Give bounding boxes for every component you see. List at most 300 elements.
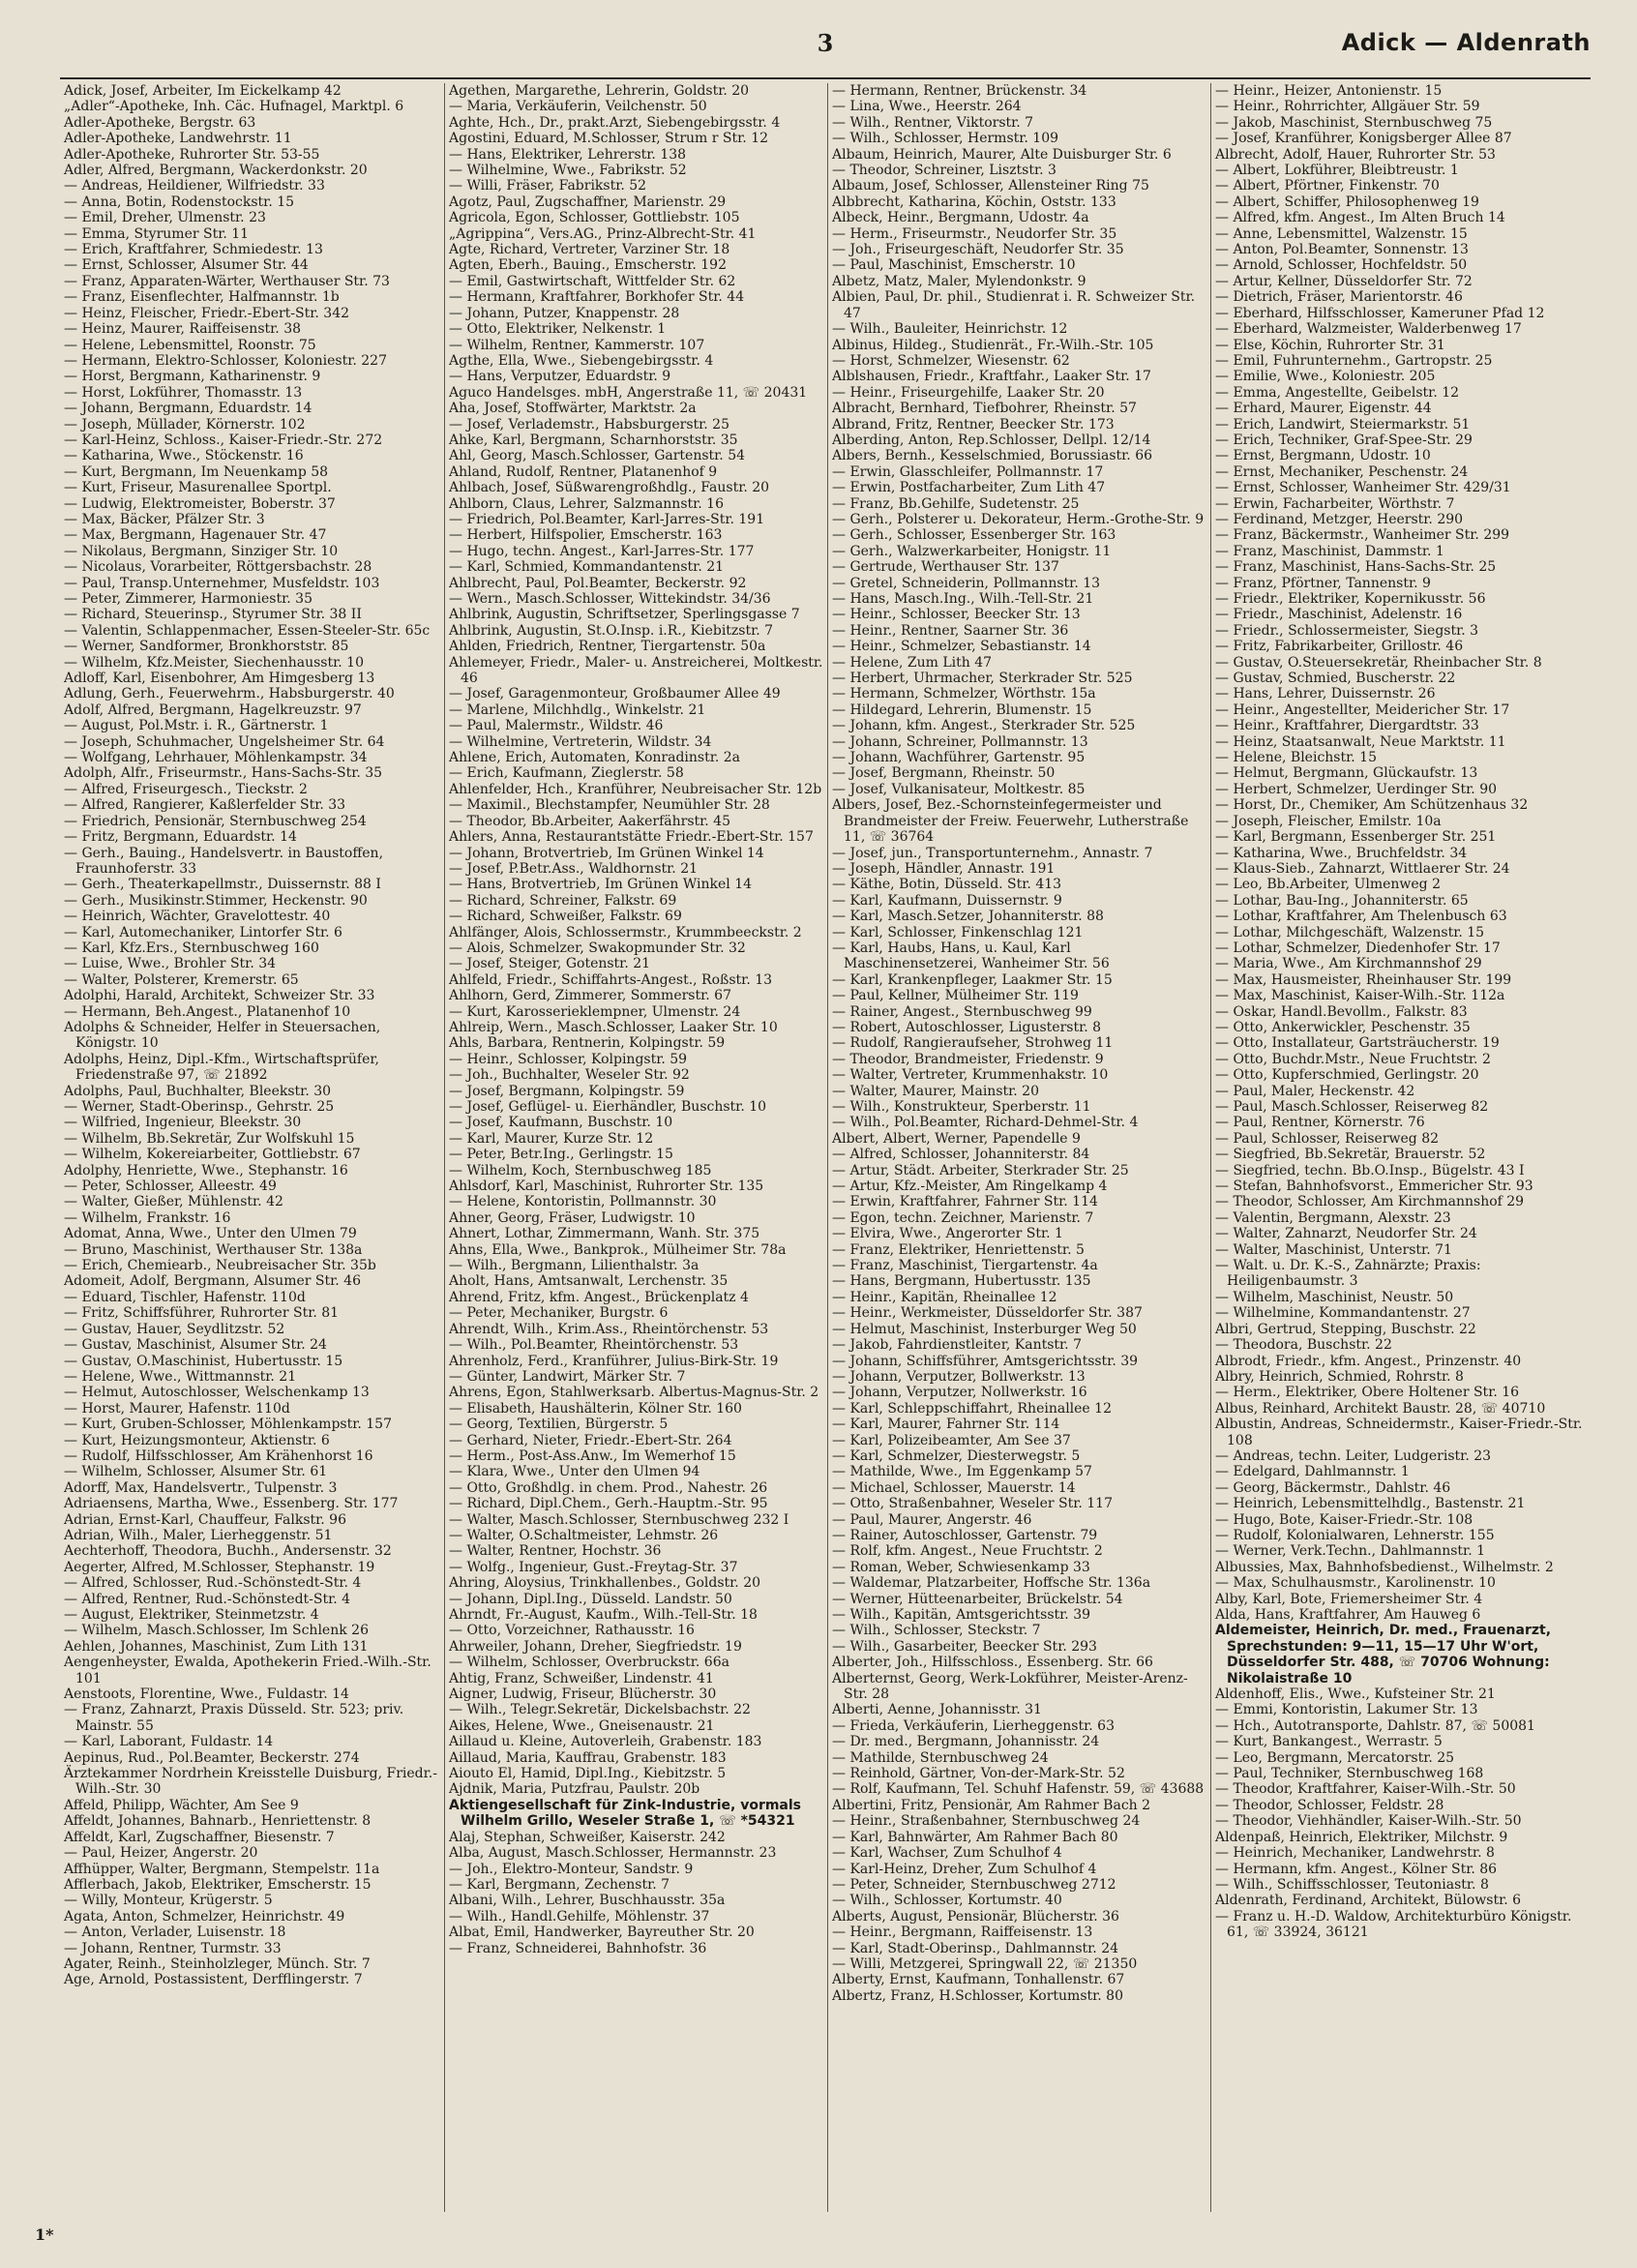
directory-entry: — Maria, Wwe., Am Kirchmannshof 29 (1215, 956, 1482, 972)
directory-entry: Agethen, Margarethe, Lehrerin, Goldstr. 20 (449, 83, 750, 99)
directory-entry: — Heinr., Friseurgehilfe, Laaker Str. 20 (832, 384, 1105, 401)
directory-entry: Ahnert, Lothar, Zimmermann, Wanh. Str. 375 (449, 1226, 760, 1242)
directory-entry: — Karl, Schmied, Kommandantenstr. 21 (449, 559, 725, 576)
directory-entry: — Willy, Monteur, Krügerstr. 5 (64, 1893, 273, 1909)
directory-entry: — Joseph, Händler, Annastr. 191 (832, 860, 1056, 877)
directory-entry: — Heinrich, Wächter, Gravelottestr. 40 (64, 909, 331, 925)
directory-entry: — August, Elektriker, Steinmetzstr. 4 (64, 1607, 319, 1623)
directory-entry: Albertini, Fritz, Pensionär, Am Rahmer Bach 2 (832, 1797, 1151, 1813)
directory-entry: — Theodor, Schlosser, Am Kirchmannshof 29 (1215, 1194, 1525, 1210)
directory-entry: — Johann, Brotvertrieb, Im Grünen Winkel 14 (449, 845, 764, 861)
directory-entry: — Wilh., Bauleiter, Heinrichstr. 12 (832, 321, 1068, 338)
directory-entry: — Katharina, Wwe., Stöckenstr. 16 (64, 448, 304, 464)
directory-entry: — Heinr., Kapitän, Rheinallee 12 (832, 1289, 1057, 1305)
directory-entry: — Friedrich, Pol.Beamter, Karl-Jarres-Str. 191 (449, 511, 765, 527)
directory-entry: — Emma, Styrumer Str. 11 (64, 225, 250, 242)
directory-entry: Ahland, Rudolf, Rentner, Platanenhof 9 (449, 463, 718, 480)
directory-entry: Alberti, Aenne, Johannisstr. 31 (832, 1702, 1042, 1718)
directory-entry: Albrand, Fritz, Rentner, Beecker Str. 173 (832, 416, 1115, 433)
directory-entry: — Johann, Schiffsführer, Amtsgerichtsstr. 39 (832, 1353, 1139, 1369)
directory-entry: — Karl, Bahnwärter, Am Rahmer Bach 80 (832, 1829, 1118, 1845)
directory-entry: — Otto, Großhdlg. in chem. Prod., Nahestr. 26 (449, 1479, 768, 1496)
directory-entry: — Fritz, Schiffsführer, Ruhrorter Str. 81 (64, 1305, 340, 1322)
column-4 (1211, 83, 1593, 2212)
directory-entry: Ahlemeyer, Friedr., Maler- u. Anstreicherei, Moltkestr. 46 (449, 654, 823, 687)
directory-entry: Adolphs & Schneider, Helfer in Steuersachen, Königstr. 10 (64, 1019, 381, 1052)
directory-entry: — Josef, Geflügel- u. Eierhändler, Buschstr. 10 (449, 1099, 767, 1115)
directory-entry: Alberty, Ernst, Kaufmann, Tonhallenstr. 67 (832, 1972, 1125, 1988)
directory-entry: — Heinr., Heizer, Antonienstr. 15 (1215, 83, 1443, 99)
directory-entry: — Walter, Polsterer, Kremerstr. 65 (64, 971, 299, 988)
directory-entry: — Georg, Bäckermstr., Dahlstr. 46 (1215, 1479, 1451, 1496)
header-rule (60, 77, 1591, 79)
directory-entry: — Theodor, Schreiner, Lisztstr. 3 (832, 163, 1057, 179)
directory-entry: — Wilhelm, Koch, Sternbuschweg 185 (449, 1162, 712, 1179)
directory-entry: — Karl, Automechaniker, Lintorfer Str. 6 (64, 924, 342, 940)
directory-entry: — Ludwig, Elektromeister, Boberstr. 37 (64, 495, 336, 512)
directory-entry: — Emmi, Kontoristin, Lakumer Str. 13 (1215, 1702, 1478, 1718)
directory-entry: — Max, Schulhausmstr., Karolinenstr. 10 (1215, 1575, 1496, 1592)
directory-entry: Aktiengesellschaft für Zink-Industrie, vormals Wilhelm Grillo, Weseler Straße 1, ☏ *54321 (449, 1797, 802, 1830)
directory-entry: — Johann, Putzer, Knappenstr. 28 (449, 305, 680, 321)
directory-entry: — Max, Maschinist, Kaiser-Wilh.-Str. 112a (1215, 988, 1505, 1004)
directory-entry: Adolph, Alfr., Friseurmstr., Hans-Sachs-Str. 35 (64, 765, 383, 782)
directory-entry: — Paul, Kellner, Mülheimer Str. 119 (832, 988, 1079, 1004)
directory-entry: — Hermann, Rentner, Brückenstr. 34 (832, 83, 1087, 99)
directory-entry: — Heinr., Kraftfahrer, Diergardtstr. 33 (1215, 718, 1479, 734)
directory-entry: — Franz, Bäckermstr., Wanheimer Str. 299 (1215, 527, 1510, 544)
directory-entry: — Leo, Bergmann, Mercatorstr. 25 (1215, 1749, 1455, 1766)
directory-entry: — Wolfg., Ingenieur, Gust.-Freytag-Str. 37 (449, 1559, 738, 1575)
directory-entry: Ahrend, Fritz, kfm. Angest., Brückenplatz 4 (449, 1289, 749, 1305)
directory-entry: Albrodt, Friedr., kfm. Angest., Prinzenstr. 40 (1215, 1353, 1522, 1369)
directory-entry: — Karl, Kaufmann, Duissernstr. 9 (832, 892, 1062, 909)
directory-entry: — Alois, Schmelzer, Swakopmunder Str. 32 (449, 940, 746, 956)
directory-entry: — Paul, Heizer, Angerstr. 20 (64, 1845, 258, 1862)
directory-entry: Agater, Reinh., Steinholzleger, Münch. Str. 7 (64, 1955, 371, 1972)
directory-entry: Alby, Karl, Bote, Friemersheimer Str. 4 (1215, 1591, 1483, 1607)
directory-entry: — Otto, Straßenbahner, Weseler Str. 117 (832, 1496, 1114, 1512)
directory-entry: — Heinr., Straßenbahner, Sternbuschweg 24 (832, 1813, 1141, 1830)
directory-entry: — Hch., Autotransporte, Dahlstr. 87, ☏ 50081 (1215, 1717, 1535, 1734)
directory-entry: Ahlborn, Claus, Lehrer, Salzmannstr. 16 (449, 495, 724, 512)
column-2 (445, 83, 827, 2212)
signature-mark: 1* (35, 2225, 54, 2244)
directory-entry: Ahlenfelder, Hch., Kranführer, Neubreisacher Str. 12b (449, 781, 822, 797)
directory-entry: — Wilhelm, Bb.Sekretär, Zur Wolfskuhl 15 (64, 1130, 355, 1147)
directory-entry: — Arnold, Schlosser, Hochfeldstr. 50 (1215, 257, 1468, 274)
directory-entry: — Walter, O.Schaltmeister, Lehmstr. 26 (449, 1527, 719, 1543)
directory-entry: — Richard, Dipl.Chem., Gerh.-Hauptm.-Str. 95 (449, 1496, 768, 1512)
directory-entry: — Erich, Kaufmann, Zieglerstr. 58 (449, 765, 684, 782)
directory-entry: — Jakob, Maschinist, Sternbuschweg 75 (1215, 114, 1493, 131)
directory-entry: Alblshausen, Friedr., Kraftfahr., Laaker Str. 17 (832, 369, 1151, 385)
directory-entry: — Theodor, Viehhändler, Kaiser-Wilh.-Str. 50 (1215, 1813, 1522, 1830)
directory-entry: — Karl, Schleppschiffahrt, Rheinallee 12 (832, 1400, 1112, 1417)
directory-entry: Agotz, Paul, Zugschaffner, Marienstr. 29 (449, 194, 727, 210)
directory-entry: — Willi, Metzgerei, Springwall 22, ☏ 21350 (832, 1955, 1138, 1972)
directory-entry: — Richard, Schweißer, Falkstr. 69 (449, 909, 682, 925)
directory-entry: Ahlfänger, Alois, Schlossermstr., Krummbeeckstr. 2 (449, 924, 802, 940)
directory-entry: — Luise, Wwe., Brohler Str. 34 (64, 956, 277, 972)
directory-entry: — Franz, Maschinist, Dammstr. 1 (1215, 543, 1444, 559)
directory-entry: — Wilh., Rentner, Viktorstr. 7 (832, 114, 1034, 131)
directory-entry: — Karl, Schmelzer, Diesterwegstr. 5 (832, 1447, 1081, 1464)
directory-entry: — Wilh., Gasarbeiter, Beecker Str. 293 (832, 1638, 1097, 1655)
directory-entry: — Franz, Maschinist, Tiergartenstr. 4a (832, 1258, 1098, 1274)
directory-entry: — Werner, Verk.Techn., Dahlmannstr. 1 (1215, 1543, 1486, 1560)
directory-entry: — Otto, Kupferschmied, Gerlingstr. 20 (1215, 1067, 1479, 1084)
directory-entry: — Hermann, Schmelzer, Wörthstr. 15a (832, 686, 1096, 702)
directory-entry: — Käthe, Botin, Düsseld. Str. 413 (832, 877, 1062, 893)
directory-entry: Alaj, Stephan, Schweißer, Kaiserstr. 242 (449, 1829, 726, 1845)
directory-entry: — Elisabeth, Haushälterin, Kölner Str. 160 (449, 1400, 742, 1417)
directory-entry: — Heinz, Maurer, Raiffeisenstr. 38 (64, 321, 302, 338)
directory-entry: — Kurt, Bergmann, Im Neuenkamp 58 (64, 463, 329, 480)
directory-entry: — Karl, Masch.Setzer, Johanniterstr. 88 (832, 909, 1104, 925)
directory-entry: — Paul, Transp.Unternehmer, Musfeldstr. 103 (64, 575, 380, 591)
directory-entry: Albustin, Andreas, Schneidermstr., Kaiser-Friedr.-Str. 108 (1215, 1417, 1583, 1448)
directory-entry: — Kurt, Friseur, Masurenallee Sportpl. (64, 480, 332, 496)
directory-entry: — Katharina, Wwe., Bruchfeldstr. 34 (1215, 845, 1468, 861)
directory-entry: — Eberhard, Hilfsschlosser, Kameruner Pfad 12 (1215, 305, 1545, 321)
directory-entry: — Marlene, Milchhdlg., Winkelstr. 21 (449, 701, 706, 718)
directory-entry: — Maximil., Blechstampfer, Neumühler Str. 28 (449, 797, 770, 814)
directory-entry: — Hans, Masch.Ing., Wilh.-Tell-Str. 21 (832, 591, 1094, 607)
directory-entry: Ajdnik, Maria, Putzfrau, Paulstr. 20b (449, 1781, 700, 1798)
directory-entry: — Heinr., Rentner, Saarner Str. 36 (832, 622, 1069, 639)
directory-entry: Aenstoots, Florentine, Wwe., Fuldastr. 14 (64, 1686, 349, 1703)
directory-entry: — Werner, Sandformer, Bronkhorststr. 85 (64, 639, 349, 655)
directory-entry: — Mathilde, Wwe., Im Eggenkamp 57 (832, 1464, 1092, 1480)
directory-entry: — Walter, Zahnarzt, Neudorfer Str. 24 (1215, 1226, 1477, 1242)
directory-entry: — Oskar, Handl.Bevollm., Falkstr. 83 (1215, 1003, 1468, 1020)
directory-entry: — Alfred, Friseurgesch., Tieckstr. 2 (64, 781, 308, 797)
directory-entry: — Wern., Masch.Schlosser, Wittekindstr. 34/36 (449, 591, 771, 607)
directory-entry: Affeldt, Johannes, Bahnarb., Henriettenstr. 8 (64, 1813, 372, 1830)
directory-entry: Albetz, Matz, Maler, Mylendonkstr. 9 (832, 273, 1086, 289)
directory-entry: „Adler“-Apotheke, Inh. Cäc. Hufnagel, Marktpl. 6 (64, 99, 404, 115)
directory-entry: — Hugo, Bote, Kaiser-Friedr.-Str. 108 (1215, 1511, 1473, 1528)
directory-entry: Albien, Paul, Dr. phil., Studienrat i. R. Schweizer Str. 47 (832, 289, 1196, 321)
directory-entry: — Karl, Bergmann, Zechenstr. 7 (449, 1876, 670, 1893)
directory-entry: — Herm., Friseurmstr., Neudorfer Str. 35 (832, 225, 1117, 242)
directory-entry: Agte, Richard, Vertreter, Varziner Str. 18 (449, 242, 730, 258)
directory-entry: — Fritz, Bergmann, Eduardstr. 14 (64, 829, 297, 846)
running-head: Adick — Aldenrath (1341, 29, 1591, 56)
directory-entry: — Hans, Bergmann, Hubertusstr. 135 (832, 1273, 1091, 1290)
directory-entry: Alba, August, Masch.Schlosser, Hermannstr. 23 (449, 1845, 777, 1862)
directory-entry: — Peter, Mechaniker, Burgstr. 6 (449, 1305, 669, 1322)
directory-entry: — Gretel, Schneiderin, Pollmannstr. 13 (832, 575, 1101, 591)
directory-entry: — Franz u. H.-D. Waldow, Architekturbüro Königstr. 61, ☏ 33924, 36121 (1215, 1908, 1572, 1941)
directory-entry: — Johann, Dipl.Ing., Düsseld. Landstr. 50 (449, 1591, 732, 1607)
directory-entry: Ahlhorn, Gerd, Zimmerer, Sommerstr. 67 (449, 988, 731, 1004)
directory-entry: Ahlbrink, Augustin, St.O.Insp. i.R., Kiebitzstr. 7 (449, 622, 774, 639)
directory-entry: — Wolfgang, Lehrhauer, Möhlenkampstr. 34 (64, 750, 368, 766)
directory-entry: — Paul, Maler, Heckenstr. 42 (1215, 1083, 1415, 1099)
directory-entry: Affeld, Philipp, Wächter, Am See 9 (64, 1797, 299, 1813)
directory-entry: — Erwin, Facharbeiter, Wörthstr. 7 (1215, 495, 1455, 512)
directory-entry: Ahlbach, Josef, Süßwarengroßhdlg., Faustr. 20 (449, 480, 770, 496)
directory-entry: — Franz, Bb.Gehilfe, Sudetenstr. 25 (832, 495, 1080, 512)
directory-entry: Albert, Albert, Werner, Papendelle 9 (832, 1130, 1081, 1147)
directory-entry: — Paul, Masch.Schlosser, Reiserweg 82 (1215, 1099, 1489, 1115)
directory-entry: — Nicolaus, Vorarbeiter, Röttgersbachstr. 28 (64, 559, 372, 576)
directory-entry: — Alfred, Rangierer, Kaßlerfelder Str. 33 (64, 797, 346, 814)
directory-entry: — Ernst, Schlosser, Alsumer Str. 44 (64, 257, 309, 274)
directory-entry: — Wilh., Pol.Beamter, Richard-Dehmel-Str. 4 (832, 1115, 1139, 1131)
directory-entry: — Theodor, Brandmeister, Friedenstr. 9 (832, 1051, 1104, 1067)
directory-entry: — Hildegard, Lehrerin, Blumenstr. 15 (832, 701, 1092, 718)
directory-entry: — Peter, Schneider, Sternbuschweg 2712 (832, 1876, 1116, 1893)
directory-entry: — Horst, Lokführer, Thomasstr. 13 (64, 384, 303, 401)
directory-entry: — Theodora, Buschstr. 22 (1215, 1337, 1392, 1354)
directory-entry: Albracht, Bernhard, Tiefbohrer, Rheinstr. 57 (832, 401, 1137, 417)
directory-entry: — Peter, Zimmerer, Harmoniestr. 35 (64, 591, 313, 607)
directory-entry: — Karl, Maurer, Kurze Str. 12 (449, 1130, 654, 1147)
directory-entry: — Theodor, Bb.Arbeiter, Aakerfährstr. 45 (449, 813, 730, 829)
directory-entry: Age, Arnold, Postassistent, Derfflingerstr. 7 (64, 1972, 363, 1988)
directory-entry: Agten, Eberh., Bauing., Emscherstr. 192 (449, 257, 727, 274)
directory-entry: — Walter, Rentner, Hochstr. 36 (449, 1543, 662, 1560)
directory-entry: — Anne, Lebensmittel, Walzenstr. 15 (1215, 225, 1468, 242)
directory-entry: — Albert, Pförtner, Finkenstr. 70 (1215, 178, 1440, 194)
directory-entry: — Herbert, Hilfspolier, Emscherstr. 163 (449, 527, 723, 544)
directory-entry: Aikes, Helene, Wwe., Gneisenaustr. 21 (449, 1717, 715, 1734)
directory-entry: Alda, Hans, Kraftfahrer, Am Hauweg 6 (1215, 1607, 1481, 1623)
directory-entry: Affhüpper, Walter, Bergmann, Stempelstr. 11a (64, 1861, 380, 1877)
directory-entry: — Wilh., Bergmann, Lilienthalstr. 3a (449, 1258, 699, 1274)
directory-entry: — Max, Hausmeister, Rheinhauser Str. 199 (1215, 971, 1512, 988)
directory-entry: — Karl, Maurer, Fahrner Str. 114 (832, 1417, 1060, 1433)
directory-entry: — Erwin, Kraftfahrer, Fahrner Str. 114 (832, 1194, 1098, 1210)
directory-entry: — Walter, Masch.Schlosser, Sternbuschweg 232 I (449, 1511, 789, 1528)
directory-entry: — Wilh., Schiffsschlosser, Teutoniastr. 8 (1215, 1876, 1489, 1893)
directory-entry: — Gustav, O.Steuersekretär, Rheinbacher Str. 8 (1215, 654, 1542, 671)
directory-entry: — Kurt, Heizungsmonteur, Aktienstr. 6 (64, 1432, 330, 1448)
directory-entry: — Erich, Techniker, Graf-Spee-Str. 29 (1215, 432, 1473, 448)
directory-entry: — Gerhard, Nieter, Friedr.-Ebert-Str. 264 (449, 1432, 732, 1448)
directory-entry: — Heinrich, Lebensmittelhdlg., Bastenstr. 21 (1215, 1496, 1526, 1512)
directory-entry: — Klara, Wwe., Unter den Ulmen 94 (449, 1464, 700, 1480)
directory-entry: — Paul, Schlosser, Reiserweg 82 (1215, 1130, 1440, 1147)
directory-entry: — Helene, Kontoristin, Pollmannstr. 30 (449, 1194, 717, 1210)
directory-entry: Adolphs, Heinz, Dipl.-Kfm., Wirtschaftsprüfer, Friedenstraße 97, ☏ 21892 (64, 1051, 379, 1084)
directory-entry: — Willi, Fräser, Fabrikstr. 52 (449, 178, 647, 194)
directory-entry: — Josef, Bergmann, Rheinstr. 50 (832, 765, 1056, 782)
directory-entry: — Heinr., Rohrrichter, Allgäuer Str. 59 (1215, 99, 1480, 115)
directory-entry: — Heinz, Staatsanwalt, Neue Marktstr. 11 (1215, 733, 1506, 750)
directory-entry: — Lina, Wwe., Heerstr. 264 (832, 99, 1022, 115)
directory-entry: — Erich, Kraftfahrer, Schmiedestr. 13 (64, 242, 323, 258)
directory-entry: — Horst, Schmelzer, Wiesenstr. 62 (832, 352, 1070, 369)
directory-entry: Aengenheyster, Ewalda, Apothekerin Fried.-Wilh.-Str. 101 (64, 1655, 432, 1686)
directory-entry: — Hans, Brotvertrieb, Im Grünen Winkel 14 (449, 877, 753, 893)
directory-entry: — Hermann, Beh.Angest., Platanenhof 10 (64, 1003, 351, 1020)
directory-entry: — Georg, Textilien, Bürgerstr. 5 (449, 1417, 669, 1433)
directory-entry: — Herbert, Schmelzer, Uerdinger Str. 90 (1215, 781, 1498, 797)
directory-entry: — Franz, Schneiderei, Bahnhofstr. 36 (449, 1940, 707, 1956)
column-3 (828, 83, 1210, 2212)
directory-entry: — Gustav, O.Maschinist, Hubertusstr. 15 (64, 1353, 343, 1369)
directory-entry: — Wilh., Schlosser, Hermstr. 109 (832, 131, 1059, 147)
directory-entry: — Anton, Verlader, Luisenstr. 18 (64, 1925, 286, 1941)
directory-entry: Aigner, Ludwig, Friseur, Blücherstr. 30 (449, 1686, 717, 1703)
directory-entry: Albaum, Josef, Schlosser, Allensteiner Ring 75 (832, 178, 1149, 194)
directory-entry: — Wilh., Schlosser, Kortumstr. 40 (832, 1893, 1062, 1909)
directory-entry: — Karl, Bergmann, Essenberger Str. 251 (1215, 829, 1497, 846)
directory-entry: — Joh., Elektro-Monteur, Sandstr. 9 (449, 1861, 694, 1877)
directory-entry: — Helmut, Autoschlosser, Welschenkamp 13 (64, 1385, 370, 1401)
column-1 (60, 83, 442, 2212)
directory-entry: — Wilh., Pol.Beamter, Rheintörchenstr. 53 (449, 1337, 739, 1354)
directory-entry: — Kurt, Bankangest., Werrastr. 5 (1215, 1734, 1443, 1750)
directory-entry: — Karl, Kfz.Ers., Sternbuschweg 160 (64, 940, 319, 956)
directory-entry: — Gustav, Maschinist, Alsumer Str. 24 (64, 1337, 327, 1354)
directory-entry: — Herm., Elektriker, Obere Holtener Str. 16 (1215, 1385, 1520, 1401)
directory-entry: — Peter, Schlosser, Alleestr. 49 (64, 1179, 277, 1195)
directory-entry: Albeck, Heinr., Bergmann, Udostr. 4a (832, 210, 1089, 226)
directory-entry: — Michael, Schlosser, Mauerstr. 14 (832, 1479, 1076, 1496)
directory-entry: — August, Pol.Mstr. i. R., Gärtnerstr. 1 (64, 718, 329, 734)
directory-entry: Albry, Heinrich, Schmied, Rohrstr. 8 (1215, 1368, 1464, 1385)
directory-entry: Adolphi, Harald, Architekt, Schweizer Str. 33 (64, 988, 375, 1004)
directory-entry: — Walt. u. Dr. K.-S., Zahnärzte; Praxis: Heiligenbaumstr. 3 (1215, 1258, 1481, 1290)
directory-entry: — Artur, Kfz.-Meister, Am Ringelkamp 4 (832, 1179, 1108, 1195)
directory-entry: — Gerh., Theaterkapellmstr., Duissernstr. 88 I (64, 877, 381, 893)
directory-entry: — Walter, Maschinist, Unterstr. 71 (1215, 1241, 1452, 1258)
directory-entry: — Wilh., Handl.Gehilfe, Möhlenstr. 37 (449, 1908, 710, 1925)
directory-entry: — Wilhelm, Maschinist, Neustr. 50 (1215, 1289, 1454, 1305)
directory-entry: — Werner, Hütteenarbeiter, Brückelstr. 54 (832, 1591, 1123, 1607)
directory-entry: Ahlsdorf, Karl, Maschinist, Ruhrorter Str. 135 (449, 1179, 764, 1195)
directory-entry: — Heinrich, Mechaniker, Landwehrstr. 8 (1215, 1845, 1495, 1862)
directory-entry: — Herm., Post-Ass.Anw., Im Wemerhof 15 (449, 1447, 736, 1464)
directory-entry: Aiouto El, Hamid, Dipl.Ing., Kiebitzstr. 5 (449, 1766, 727, 1782)
directory-entry: — Josef, jun., Transportunternehm., Annastr. 7 (832, 845, 1153, 861)
directory-entry: — Gerh., Bauing., Handelsvertr. in Baustoffen, Fraunhoferstr. 33 (64, 845, 384, 877)
directory-entry: — Emilie, Wwe., Koloniestr. 205 (1215, 369, 1436, 385)
directory-entry: — Otto, Vorzeichner, Rathausstr. 16 (449, 1623, 695, 1639)
directory-entry: Aepinus, Rud., Pol.Beamter, Beckerstr. 274 (64, 1749, 360, 1766)
directory-entry: — Joseph, Fleischer, Emilstr. 10a (1215, 813, 1442, 829)
directory-entry: Agthe, Ella, Wwe., Siebengebirgsstr. 4 (449, 352, 714, 369)
directory-entry: Adomat, Anna, Wwe., Unter den Ulmen 79 (64, 1226, 357, 1242)
directory-entry: — Wilhelm, Schlosser, Alsumer Str. 61 (64, 1464, 328, 1480)
directory-entry: — Karl, Schlosser, Finkenschlag 121 (832, 924, 1084, 940)
directory-entry: — Artur, Städt. Arbeiter, Sterkrader Str. 25 (832, 1162, 1129, 1179)
directory-entry: Ärztekammer Nordrhein Kreisstelle Duisburg, Friedr.-Wilh.-Str. 30 (64, 1766, 437, 1798)
directory-entry: Ahrendt, Wilh., Krim.Ass., Rheintörchenstr. 53 (449, 1321, 769, 1337)
directory-entry: Ahrenholz, Ferd., Kranführer, Julius-Birk-Str. 19 (449, 1353, 779, 1369)
directory-entry: Adomeit, Adolf, Bergmann, Alsumer Str. 46 (64, 1273, 361, 1290)
directory-entry: — Franz, Apparaten-Wärter, Werthauser Str. 73 (64, 273, 390, 289)
directory-entry: — Karl-Heinz, Schloss., Kaiser-Friedr.-Str. 272 (64, 432, 383, 448)
directory-entry: — Josef, P.Betr.Ass., Waldhornstr. 21 (449, 860, 699, 877)
directory-entry: Aholt, Hans, Amtsanwalt, Lerchenstr. 35 (449, 1273, 729, 1290)
directory-entry: — Heinr., Schlosser, Kolpingstr. 59 (449, 1051, 688, 1067)
directory-entry: — Horst, Dr., Chemiker, Am Schützenhaus 32 (1215, 797, 1529, 814)
directory-entry: Ahls, Barbara, Rentnerin, Kolpingstr. 59 (449, 1035, 726, 1052)
directory-entry: Albani, Wilh., Lehrer, Buschhausstr. 35a (449, 1893, 726, 1909)
directory-entry: — Waldemar, Platzarbeiter, Hoffsche Str. 136a (832, 1575, 1151, 1592)
directory-entry: Ahrweiler, Johann, Dreher, Siegfriedstr. 19 (449, 1638, 742, 1655)
directory-entry: Adler-Apotheke, Landwehrstr. 11 (64, 131, 292, 147)
directory-entry: Agricola, Egon, Schlosser, Gottliebstr. 105 (449, 210, 740, 226)
directory-entry: — Valentin, Schlappenmacher, Essen-Steeler-Str. 65c (64, 622, 431, 639)
directory-entry: — Peter, Betr.Ing., Gerlingstr. 15 (449, 1147, 673, 1163)
directory-entry: — Emil, Gastwirtschaft, Wittfelder Str. 62 (449, 273, 736, 289)
directory-entry: Ahrndt, Fr.-August, Kaufm., Wilh.-Tell-Str. 18 (449, 1607, 758, 1623)
directory-entry: — Edelgard, Dahlmannstr. 1 (1215, 1464, 1410, 1480)
directory-entry: — Franz, Maschinist, Hans-Sachs-Str. 25 (1215, 559, 1497, 576)
directory-entry: Aehlen, Johannes, Maschinist, Zum Lith 131 (64, 1638, 369, 1655)
directory-entry: — Otto, Buchdr.Mstr., Neue Fruchtstr. 2 (1215, 1051, 1491, 1067)
directory-entry: — Alfred, Schlosser, Johanniterstr. 84 (832, 1147, 1090, 1163)
directory-entry: Albertz, Franz, H.Schlosser, Kortumstr. 80 (832, 1987, 1123, 2004)
directory-entry: — Johann, Wachführer, Gartenstr. 95 (832, 750, 1086, 766)
directory-entry: — Joseph, Müllader, Körnerstr. 102 (64, 416, 306, 433)
directory-entry: — Fritz, Fabrikarbeiter, Grillostr. 46 (1215, 639, 1464, 655)
directory-entry: — Roman, Weber, Schwiesenkamp 33 (832, 1559, 1090, 1575)
directory-entry: Albat, Emil, Handwerker, Bayreuther Str. 20 (449, 1925, 755, 1941)
directory-entry: — Alfred, kfm. Angest., Im Alten Bruch 14 (1215, 210, 1505, 226)
directory-entry: Adick, Josef, Arbeiter, Im Eickelkamp 42 (64, 83, 342, 99)
directory-entry: — Lothar, Kraftfahrer, Am Thelenbusch 63 (1215, 909, 1507, 925)
directory-entry: Ahke, Karl, Bergmann, Scharnhorststr. 35 (449, 432, 738, 448)
directory-entry: — Horst, Maurer, Hafenstr. 110d (64, 1400, 290, 1417)
directory-entry: — Helene, Wwe., Wittmannstr. 21 (64, 1368, 297, 1385)
directory-entry: — Johann, Verputzer, Bollwerkstr. 13 (832, 1368, 1086, 1385)
directory-entry: Agostini, Eduard, M.Schlosser, Strum r Str. 12 (449, 131, 769, 147)
directory-entry: — Leo, Bb.Arbeiter, Ulmenweg 2 (1215, 877, 1441, 893)
directory-entry: — Emil, Fuhrunternehm., Gartropstr. 25 (1215, 352, 1493, 369)
directory-entry: — Theodor, Kraftfahrer, Kaiser-Wilh.-Str. 50 (1215, 1781, 1516, 1798)
directory-entry: — Günter, Landwirt, Märker Str. 7 (449, 1368, 686, 1385)
directory-entry: Adler-Apotheke, Ruhrorter Str. 53-55 (64, 146, 320, 163)
directory-entry: Adolphs, Paul, Buchhalter, Bleekstr. 30 (64, 1083, 332, 1099)
directory-entry: — Dr. med., Bergmann, Johannisstr. 24 (832, 1734, 1100, 1750)
directory-entry: — Artur, Kellner, Düsseldorfer Str. 72 (1215, 273, 1473, 289)
directory-entry: — Johann, Schreiner, Pollmannstr. 13 (832, 733, 1088, 750)
directory-entry: — Ernst, Bergmann, Udostr. 10 (1215, 448, 1431, 464)
directory-entry: — Elvira, Wwe., Angerorter Str. 1 (832, 1226, 1063, 1242)
directory-entry: — Rainer, Angest., Sternbuschweg 99 (832, 1003, 1092, 1020)
directory-entry: Albaum, Heinrich, Maurer, Alte Duisburger Str. 6 (832, 146, 1172, 163)
directory-entry: Aldenhoff, Elis., Wwe., Kufsteiner Str. 21 (1215, 1686, 1496, 1703)
directory-entry: — Else, Köchin, Ruhrorter Str. 31 (1215, 337, 1445, 353)
directory-entry: Adler-Apotheke, Bergstr. 63 (64, 114, 256, 131)
directory-entry: — Josef, Steiger, Gotenstr. 21 (449, 956, 651, 972)
directory-entry: — Wilhelm, Kfz.Meister, Siechenhausstr. 10 (64, 654, 364, 671)
directory-entry: — Klaus-Sieb., Zahnarzt, Wittlaerer Str. 24 (1215, 860, 1510, 877)
directory-entry: — Hans, Lehrer, Duissernstr. 26 (1215, 686, 1436, 702)
directory-entry: Albinus, Hildeg., Studienrät., Fr.-Wilh.-Str. 105 (832, 337, 1154, 353)
directory-entry: — Josef, Bergmann, Kolpingstr. 59 (449, 1083, 685, 1099)
directory-entry: Adolf, Alfred, Bergmann, Hagelkreuzstr. 97 (64, 701, 362, 718)
directory-entry: — Maria, Verkäuferin, Veilchenstr. 50 (449, 99, 707, 115)
directory-entry: — Albert, Schiffer, Philosophenweg 19 (1215, 194, 1479, 210)
directory-entry: — Heinr., Bergmann, Raiffeisenstr. 13 (832, 1925, 1093, 1941)
directory-entry: — Mathilde, Sternbuschweg 24 (832, 1749, 1049, 1766)
directory-entry: Ahring, Aloysius, Trinkhallenbes., Goldstr. 20 (449, 1575, 761, 1592)
directory-entry: Aldenpaß, Heinrich, Elektriker, Milchstr. 9 (1215, 1829, 1508, 1845)
directory-entry: — Josef, Vulkanisateur, Moltkestr. 85 (832, 781, 1086, 797)
directory-entry: — Erhard, Maurer, Eigenstr. 44 (1215, 401, 1432, 417)
directory-entry: — Helmut, Bergmann, Glückaufstr. 13 (1215, 765, 1478, 782)
directory-entry: — Otto, Ankerwickler, Peschenstr. 35 (1215, 1019, 1471, 1035)
